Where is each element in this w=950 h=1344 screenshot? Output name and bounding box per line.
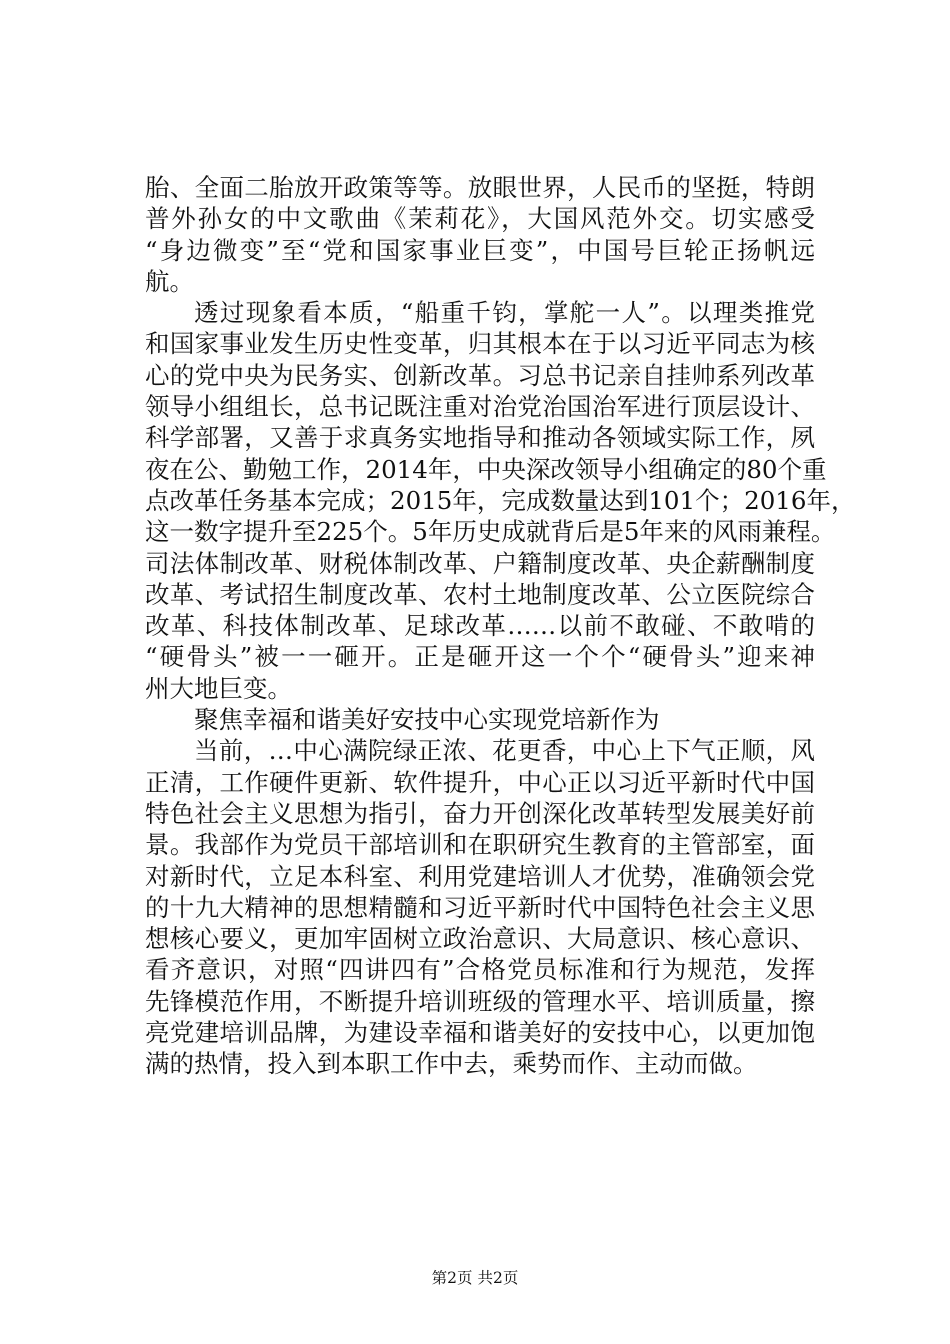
text-line: “硬骨头”被一一砸开。正是砸开这一个个“硬骨头”迎来神 bbox=[145, 642, 815, 672]
text-line: 和国家事业发生历史性变革，归其根本在于以习近平同志为核 bbox=[145, 329, 815, 359]
text-line: 正清，工作硬件更新、软件提升，中心正以习近平新时代中国 bbox=[145, 767, 815, 797]
text-line: 心的党中央为民务实、创新改革。习总书记亲自挂帅系列改革 bbox=[145, 360, 815, 390]
text-line: 州大地巨变。 bbox=[145, 673, 292, 703]
text-line: 透过现象看本质，“船重千钧，掌舵一人”。以理类推党 bbox=[194, 298, 815, 328]
text-line: 司法体制改革、财税体制改革、户籍制度改革、央企薪酬制度 bbox=[145, 548, 815, 578]
text-line: 胎、全面二胎放开政策等等。放眼世界，人民币的坚挺，特朗 bbox=[145, 173, 815, 202]
page-footer: 第2页 共2页 bbox=[431, 1269, 519, 1287]
text-line: 当前，…中心满院绿正浓、花更香，中心上下气正顺，风 bbox=[194, 736, 815, 766]
text-line: 这一数字提升至225个。5年历史成就背后是5年来的风雨兼程。 bbox=[145, 517, 836, 547]
text-line: 聚焦幸福和谐美好安技中心实现党培新作为 bbox=[194, 705, 660, 735]
text-line: 领导小组组长，总书记既注重对治党治国治军进行顶层设计、 bbox=[145, 392, 815, 422]
text-line: 亮党建培训品牌，为建设幸福和谐美好的安技中心，以更加饱 bbox=[145, 1018, 815, 1048]
text-line: 夜在公、勤勉工作，2014年，中央深改领导小组确定的80个重 bbox=[145, 454, 827, 484]
text-line: 普外孙女的中文歌曲《茉莉花》，大国风范外交。切实感受 bbox=[145, 204, 815, 234]
text-line: 先锋模范作用，不断提升培训班级的管理水平、培训质量，擦 bbox=[145, 986, 815, 1016]
text-line: 科学部署，又善于求真务实地指导和推动各领域实际工作，夙 bbox=[145, 423, 815, 453]
text-line: 满的热情，投入到本职工作中去，乘势而作、主动而做。 bbox=[145, 1049, 758, 1079]
body-text bbox=[145, 172, 856, 1080]
text-line: 的十九大精神的思想精髓和习近平新时代中国特色社会主义思 bbox=[145, 892, 815, 922]
text-line: 看齐意识，对照“四讲四有”合格党员标准和行为规范，发挥 bbox=[145, 955, 815, 985]
text-line: 航。 bbox=[145, 266, 194, 296]
text-line: 特色社会主义思想为指引，奋力开创深化改革转型发展美好前 bbox=[145, 798, 815, 828]
text-line: 对新时代，立足本科室、利用党建培训人才优势，准确领会党 bbox=[145, 861, 815, 891]
text-line: 改革、科技体制改革、足球改革……以前不敢碰、不敢啃的 bbox=[145, 611, 815, 641]
text-line: 景。我部作为党员干部培训和在职研究生教育的主管部室，面 bbox=[145, 830, 815, 860]
text-line: 改革、考试招生制度改革、农村土地制度改革、公立医院综合 bbox=[145, 579, 815, 609]
text-line: 想核心要义，更加牢固树立政治意识、大局意识、核心意识、 bbox=[145, 924, 815, 954]
text-line: “身边微变”至“党和国家事业巨变”，中国号巨轮正扬帆远 bbox=[145, 235, 815, 265]
text-line: 点改革任务基本完成；2015年，完成数量达到101个；2016年， bbox=[145, 485, 856, 515]
